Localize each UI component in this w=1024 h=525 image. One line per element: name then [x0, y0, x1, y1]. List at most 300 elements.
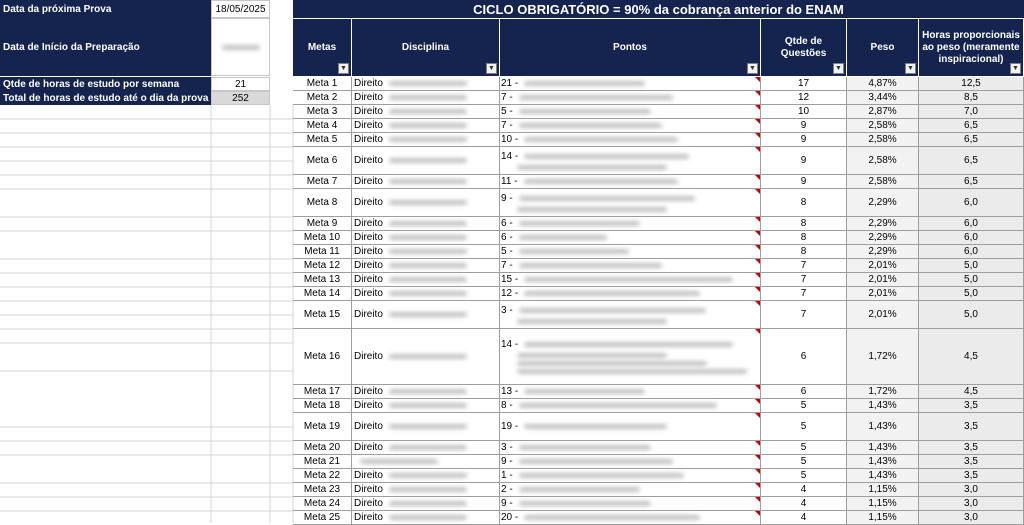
meta-cell[interactable]: Meta 11: [293, 245, 352, 259]
qtde-cell[interactable]: 9: [761, 147, 847, 175]
qtde-cell[interactable]: 6: [761, 385, 847, 399]
peso-cell[interactable]: 2,29%: [847, 217, 919, 231]
peso-cell[interactable]: 2,01%: [847, 259, 919, 273]
disciplina-text: Direito: [354, 106, 383, 117]
disciplina-cell[interactable]: [352, 329, 500, 385]
filter-dropdown-icon[interactable]: ▼: [1010, 63, 1021, 74]
redacted-text: [524, 137, 678, 142]
comment-indicator-icon[interactable]: [755, 301, 760, 306]
redacted-text: [519, 249, 629, 254]
filter-dropdown-icon[interactable]: ▼: [747, 63, 758, 74]
horas-cell[interactable]: 6,5: [919, 119, 1024, 133]
horas-cell[interactable]: 8,5: [919, 91, 1024, 105]
qtde-cell[interactable]: 5: [761, 399, 847, 413]
peso-cell[interactable]: 1,15%: [847, 483, 919, 497]
comment-indicator-icon[interactable]: [755, 413, 760, 418]
pontos-text: 14 -: [501, 151, 519, 162]
peso-cell[interactable]: 3,44%: [847, 91, 919, 105]
pontos-cell[interactable]: [500, 133, 761, 147]
peso-cell[interactable]: 1,72%: [847, 329, 919, 385]
comment-indicator-icon[interactable]: [755, 77, 760, 82]
pontos-text: 8 -: [501, 400, 513, 411]
meta-cell[interactable]: Meta 16: [293, 329, 352, 385]
meta-cell[interactable]: Meta 4: [293, 119, 352, 133]
redacted-text: [389, 515, 467, 520]
redacted-text: [389, 473, 467, 478]
comment-indicator-icon[interactable]: [755, 259, 760, 264]
redacted-text: [519, 459, 673, 464]
disciplina-cell[interactable]: [352, 175, 500, 189]
disciplina-text: Direito: [354, 484, 383, 495]
pontos-cell[interactable]: [500, 105, 761, 119]
pontos-cell[interactable]: [500, 441, 761, 455]
horas-cell[interactable]: 3,0: [919, 483, 1024, 497]
redacted-text: [517, 207, 667, 212]
redacted-text: [517, 319, 667, 324]
horas-cell[interactable]: 3,0: [919, 497, 1024, 511]
redacted-text: [519, 221, 640, 226]
horas-cell[interactable]: 7,0: [919, 105, 1024, 119]
peso-cell[interactable]: 2,29%: [847, 189, 919, 217]
meta-cell[interactable]: Meta 2: [293, 91, 352, 105]
disciplina-text: Direito: [354, 400, 383, 411]
disciplina-text: Direito: [354, 260, 383, 271]
horas-cell[interactable]: 5,0: [919, 273, 1024, 287]
redacted-text: [519, 308, 706, 313]
qtde-cell[interactable]: 10: [761, 105, 847, 119]
next-exam-date-cell[interactable]: 18/05/2025: [211, 0, 270, 18]
qtde-cell[interactable]: 12: [761, 91, 847, 105]
pontos-cell[interactable]: [500, 77, 761, 91]
qtde-cell[interactable]: 5: [761, 413, 847, 441]
horas-cell[interactable]: 3,5: [919, 455, 1024, 469]
header-metas: [293, 19, 352, 76]
qtde-cell[interactable]: 9: [761, 133, 847, 147]
pontos-cell[interactable]: [500, 273, 761, 287]
redacted-value: [222, 45, 260, 50]
peso-cell[interactable]: 1,43%: [847, 413, 919, 441]
redacted-text: [519, 263, 662, 268]
pontos-text: 9 -: [501, 498, 513, 509]
comment-indicator-icon[interactable]: [755, 231, 760, 236]
disciplina-text: Direito: [354, 470, 383, 481]
disciplina-text: Direito: [354, 155, 383, 166]
pontos-cell[interactable]: [500, 469, 761, 483]
comment-indicator-icon[interactable]: [755, 189, 760, 194]
redacted-text: [389, 354, 467, 359]
pontos-cell[interactable]: [500, 413, 761, 441]
filter-dropdown-icon[interactable]: ▼: [486, 63, 497, 74]
pontos-cell[interactable]: [500, 329, 761, 385]
comment-indicator-icon[interactable]: [755, 287, 760, 292]
redacted-text: [519, 123, 662, 128]
redacted-text: [519, 109, 651, 114]
header-qtde-label: Qtde de Questões: [780, 35, 827, 59]
disciplina-text: Direito: [354, 92, 383, 103]
redacted-text: [389, 137, 467, 142]
disciplina-cell[interactable]: [352, 287, 500, 301]
disciplina-text: Direito: [354, 218, 383, 229]
comment-indicator-icon[interactable]: [755, 91, 760, 96]
meta-cell[interactable]: Meta 13: [293, 273, 352, 287]
redacted-text: [389, 263, 467, 268]
qtde-cell[interactable]: 7: [761, 259, 847, 273]
comment-indicator-icon[interactable]: [755, 469, 760, 474]
comment-indicator-icon[interactable]: [755, 133, 760, 138]
peso-cell[interactable]: 1,43%: [847, 399, 919, 413]
disciplina-cell[interactable]: [352, 385, 500, 399]
pontos-cell[interactable]: [500, 119, 761, 133]
pontos-text: 15 -: [501, 274, 519, 285]
pontos-cell[interactable]: [500, 455, 761, 469]
disciplina-text: Direito: [354, 288, 383, 299]
comment-indicator-icon[interactable]: [755, 273, 760, 278]
comment-indicator-icon[interactable]: [755, 385, 760, 390]
disciplina-cell[interactable]: [352, 245, 500, 259]
disciplina-cell[interactable]: [352, 301, 500, 329]
comment-indicator-icon[interactable]: [755, 105, 760, 110]
start-date-label: Data de Início da Preparação: [0, 18, 211, 76]
pontos-cell[interactable]: [500, 385, 761, 399]
pontos-cell[interactable]: [500, 217, 761, 231]
qtde-cell[interactable]: 6: [761, 329, 847, 385]
comment-indicator-icon[interactable]: [755, 217, 760, 222]
redacted-text: [389, 312, 467, 317]
disciplina-text: Direito: [354, 246, 383, 257]
peso-cell[interactable]: 2,87%: [847, 105, 919, 119]
redacted-text: [524, 81, 645, 86]
redacted-text: [517, 369, 747, 374]
meta-cell[interactable]: Meta 12: [293, 259, 352, 273]
meta-cell[interactable]: Meta 9: [293, 217, 352, 231]
pontos-text: 12 -: [501, 288, 519, 299]
meta-cell[interactable]: Meta 10: [293, 231, 352, 245]
filter-dropdown-icon[interactable]: ▼: [905, 63, 916, 74]
comment-indicator-icon[interactable]: [755, 329, 760, 334]
disciplina-text: Direito: [354, 134, 383, 145]
redacted-text: [389, 501, 467, 506]
disciplina-cell[interactable]: [352, 497, 500, 511]
qtde-cell[interactable]: 5: [761, 455, 847, 469]
disciplina-text: Direito: [354, 351, 383, 362]
horas-cell[interactable]: 3,5: [919, 399, 1024, 413]
peso-cell[interactable]: 1,72%: [847, 385, 919, 399]
start-date-cell[interactable]: [211, 18, 270, 76]
pontos-cell[interactable]: [500, 259, 761, 273]
disciplina-cell[interactable]: [352, 217, 500, 231]
header-horas-label: Horas proporcionais ao peso (meramente inspiracional): [922, 29, 1020, 65]
peso-cell[interactable]: 2,29%: [847, 231, 919, 245]
meta-cell[interactable]: Meta 15: [293, 301, 352, 329]
redacted-text: [389, 158, 467, 163]
redacted-text: [524, 277, 733, 282]
redacted-text: [519, 445, 651, 450]
horas-cell[interactable]: 6,0: [919, 189, 1024, 217]
comment-indicator-icon[interactable]: [755, 511, 760, 516]
redacted-text: [519, 487, 640, 492]
header-disciplina-label: Disciplina: [401, 41, 450, 53]
peso-cell[interactable]: 2,58%: [847, 133, 919, 147]
pontos-text: 10 -: [501, 134, 519, 145]
disciplina-text: Direito: [354, 442, 383, 453]
horas-cell[interactable]: 6,0: [919, 231, 1024, 245]
horas-cell[interactable]: 6,0: [919, 217, 1024, 231]
meta-cell[interactable]: Meta 3: [293, 105, 352, 119]
pontos-text: 11 -: [501, 176, 518, 187]
qtde-cell[interactable]: 9: [761, 119, 847, 133]
redacted-text: [389, 109, 467, 114]
pontos-cell[interactable]: [500, 175, 761, 189]
meta-cell[interactable]: Meta 23: [293, 483, 352, 497]
disciplina-text: Direito: [354, 176, 383, 187]
pontos-cell[interactable]: [500, 147, 761, 175]
peso-cell[interactable]: 2,29%: [847, 245, 919, 259]
disciplina-cell[interactable]: [352, 273, 500, 287]
pontos-cell[interactable]: [500, 287, 761, 301]
pontos-text: 20 -: [501, 512, 519, 523]
pontos-cell[interactable]: [500, 483, 761, 497]
redacted-text: [524, 389, 645, 394]
disciplina-cell[interactable]: [352, 413, 500, 441]
redacted-text: [517, 361, 707, 366]
comment-indicator-icon[interactable]: [755, 483, 760, 488]
disciplina-cell[interactable]: [352, 399, 500, 413]
disciplina-text: Direito: [354, 78, 383, 89]
qtde-cell[interactable]: 8: [761, 245, 847, 259]
horas-cell[interactable]: 3,5: [919, 441, 1024, 455]
meta-cell[interactable]: Meta 6: [293, 147, 352, 175]
horas-cell[interactable]: 6,5: [919, 175, 1024, 189]
qtde-cell[interactable]: 8: [761, 217, 847, 231]
redacted-text: [389, 277, 467, 282]
meta-cell[interactable]: Meta 14: [293, 287, 352, 301]
disciplina-cell[interactable]: [352, 455, 500, 469]
redacted-text: [360, 459, 438, 464]
qtde-cell[interactable]: 8: [761, 231, 847, 245]
header-peso-label: Peso: [870, 41, 895, 53]
disciplina-text: Direito: [354, 421, 383, 432]
comment-indicator-icon[interactable]: [755, 399, 760, 404]
meta-cell[interactable]: Meta 24: [293, 497, 352, 511]
disciplina-text: Direito: [354, 309, 383, 320]
pontos-text: 7 -: [501, 260, 513, 271]
disciplina-cell[interactable]: [352, 259, 500, 273]
horas-cell[interactable]: 3,5: [919, 469, 1024, 483]
header-metas-label: Metas: [307, 41, 337, 53]
disciplina-cell[interactable]: [352, 105, 500, 119]
header-disciplina: [352, 19, 500, 76]
header-qtde: [761, 19, 847, 76]
peso-cell[interactable]: 2,58%: [847, 175, 919, 189]
disciplina-cell[interactable]: [352, 483, 500, 497]
disciplina-text: Direito: [354, 498, 383, 509]
qtde-cell[interactable]: 4: [761, 511, 847, 525]
redacted-text: [389, 389, 467, 394]
pontos-text: 14 -: [501, 339, 519, 350]
qtde-cell[interactable]: 7: [761, 287, 847, 301]
peso-cell[interactable]: 2,58%: [847, 119, 919, 133]
horas-cell[interactable]: 5,0: [919, 301, 1024, 329]
disciplina-cell[interactable]: [352, 441, 500, 455]
disciplina-cell[interactable]: [352, 231, 500, 245]
total-hours-cell[interactable]: 252: [211, 91, 270, 105]
qtde-cell[interactable]: 5: [761, 441, 847, 455]
redacted-text: [389, 179, 467, 184]
disciplina-cell[interactable]: [352, 119, 500, 133]
meta-cell[interactable]: Meta 22: [293, 469, 352, 483]
comment-indicator-icon[interactable]: [755, 245, 760, 250]
pontos-cell[interactable]: [500, 231, 761, 245]
disciplina-cell[interactable]: [352, 189, 500, 217]
comment-indicator-icon[interactable]: [755, 455, 760, 460]
qtde-cell[interactable]: 7: [761, 273, 847, 287]
header-peso: [847, 19, 919, 76]
qtde-cell[interactable]: 9: [761, 175, 847, 189]
disciplina-text: Direito: [354, 232, 383, 243]
pontos-text: 3 -: [501, 442, 513, 453]
disciplina-cell[interactable]: [352, 91, 500, 105]
comment-indicator-icon[interactable]: [755, 497, 760, 502]
meta-cell[interactable]: Meta 20: [293, 441, 352, 455]
disciplina-text: Direito: [354, 274, 383, 285]
filter-dropdown-icon[interactable]: ▼: [338, 63, 349, 74]
pontos-cell[interactable]: [500, 91, 761, 105]
disciplina-cell[interactable]: [352, 77, 500, 91]
redacted-text: [519, 403, 717, 408]
redacted-text: [389, 235, 467, 240]
redacted-text: [389, 81, 467, 86]
disciplina-text: Direito: [354, 120, 383, 131]
meta-cell[interactable]: Meta 21: [293, 455, 352, 469]
redacted-text: [519, 501, 651, 506]
peso-cell[interactable]: 1,43%: [847, 441, 919, 455]
meta-cell[interactable]: Meta 25: [293, 511, 352, 525]
pontos-text: 9 -: [501, 456, 513, 467]
horas-cell[interactable]: 5,0: [919, 287, 1024, 301]
disciplina-text: Direito: [354, 197, 383, 208]
peso-cell[interactable]: 2,58%: [847, 147, 919, 175]
peso-cell[interactable]: 2,01%: [847, 287, 919, 301]
pontos-cell[interactable]: [500, 497, 761, 511]
meta-cell[interactable]: Meta 8: [293, 189, 352, 217]
pontos-text: 6 -: [501, 232, 513, 243]
disciplina-cell[interactable]: [352, 469, 500, 483]
disciplina-cell[interactable]: [352, 147, 500, 175]
weekly-hours-label: Qtde de horas de estudo por semana: [0, 77, 211, 91]
horas-cell[interactable]: 4,5: [919, 329, 1024, 385]
redacted-text: [524, 291, 700, 296]
header-horas: [919, 19, 1024, 76]
pontos-text: 1 -: [501, 470, 513, 481]
peso-cell[interactable]: 2,01%: [847, 273, 919, 287]
qtde-cell[interactable]: 8: [761, 189, 847, 217]
horas-cell[interactable]: 3,5: [919, 413, 1024, 441]
peso-cell[interactable]: 1,15%: [847, 497, 919, 511]
redacted-text: [517, 165, 667, 170]
peso-cell[interactable]: 4,87%: [847, 77, 919, 91]
meta-cell[interactable]: Meta 17: [293, 385, 352, 399]
meta-cell[interactable]: Meta 7: [293, 175, 352, 189]
pontos-text: 5 -: [501, 106, 513, 117]
pontos-cell[interactable]: [500, 399, 761, 413]
header-pontos: [500, 19, 761, 76]
pontos-text: 19 -: [501, 421, 519, 432]
pontos-cell[interactable]: [500, 301, 761, 329]
qtde-cell[interactable]: 4: [761, 483, 847, 497]
qtde-cell[interactable]: 4: [761, 497, 847, 511]
horas-cell[interactable]: 6,0: [919, 245, 1024, 259]
peso-cell[interactable]: 1,43%: [847, 455, 919, 469]
filter-dropdown-icon[interactable]: ▼: [833, 63, 844, 74]
redacted-text: [389, 403, 467, 408]
redacted-text: [524, 179, 678, 184]
redacted-text: [389, 95, 467, 100]
header-pontos-label: Pontos: [613, 41, 647, 53]
redacted-text: [519, 473, 684, 478]
redacted-text: [519, 95, 673, 100]
redacted-text: [389, 445, 467, 450]
qtde-cell[interactable]: 17: [761, 77, 847, 91]
peso-cell[interactable]: 1,15%: [847, 511, 919, 525]
redacted-text: [389, 424, 467, 429]
pontos-text: 9 -: [501, 193, 513, 204]
comment-indicator-icon[interactable]: [755, 175, 760, 180]
redacted-text: [389, 123, 467, 128]
pontos-text: 5 -: [501, 246, 513, 257]
redacted-text: [389, 249, 467, 254]
redacted-text: [389, 200, 467, 205]
disciplina-cell[interactable]: [352, 133, 500, 147]
horas-cell[interactable]: 12,5: [919, 77, 1024, 91]
pontos-text: 2 -: [501, 484, 513, 495]
pontos-text: 3 -: [501, 305, 513, 316]
peso-cell[interactable]: 2,01%: [847, 301, 919, 329]
horas-cell[interactable]: 5,0: [919, 259, 1024, 273]
peso-cell[interactable]: 1,43%: [847, 469, 919, 483]
horas-cell[interactable]: 4,5: [919, 385, 1024, 399]
meta-cell[interactable]: Meta 18: [293, 399, 352, 413]
redacted-text: [519, 196, 695, 201]
pontos-text: 7 -: [501, 92, 513, 103]
qtde-cell[interactable]: 7: [761, 301, 847, 329]
table-title: CICLO OBRIGATÓRIO = 90% da cobrança anterior do ENAM: [293, 0, 1024, 18]
pontos-text: 6 -: [501, 218, 513, 229]
weekly-hours-cell[interactable]: 21: [211, 77, 270, 91]
pontos-text: 13 -: [501, 386, 519, 397]
disciplina-text: Direito: [354, 386, 383, 397]
redacted-text: [517, 353, 667, 358]
total-hours-label: Total de horas de estudo até o dia da prova: [0, 91, 211, 105]
next-exam-label: Data da próxima Prova: [0, 0, 211, 18]
redacted-text: [524, 342, 733, 347]
horas-cell[interactable]: 3,0: [919, 511, 1024, 525]
redacted-text: [389, 221, 467, 226]
comment-indicator-icon[interactable]: [755, 441, 760, 446]
horas-cell[interactable]: 6,5: [919, 133, 1024, 147]
meta-cell[interactable]: Meta 1: [293, 77, 352, 91]
comment-indicator-icon[interactable]: [755, 147, 760, 152]
pontos-text: 21 -: [501, 78, 519, 89]
redacted-text: [389, 487, 467, 492]
pontos-cell[interactable]: [500, 189, 761, 217]
horas-cell[interactable]: 6,5: [919, 147, 1024, 175]
qtde-cell[interactable]: 5: [761, 469, 847, 483]
disciplina-text: Direito: [354, 512, 383, 523]
meta-cell[interactable]: Meta 19: [293, 413, 352, 441]
meta-cell[interactable]: Meta 5: [293, 133, 352, 147]
comment-indicator-icon[interactable]: [755, 119, 760, 124]
pontos-cell[interactable]: [500, 245, 761, 259]
